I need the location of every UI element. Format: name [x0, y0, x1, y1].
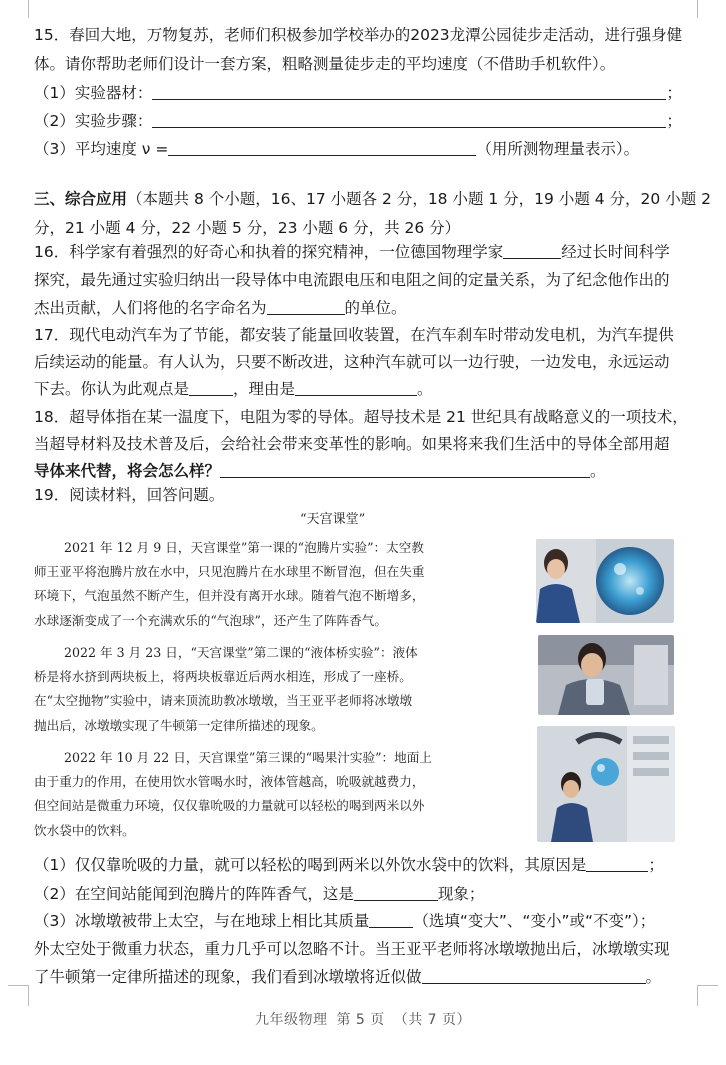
q19-sub-3-end: 。 — [645, 968, 662, 986]
q15-sep-1: ； — [666, 84, 682, 102]
article-paragraph-2 — [34, 641, 526, 738]
q17-line-3 — [34, 378, 692, 400]
q19-sub-3-options: （选填“变大”、“变小”或“不变”）； — [413, 912, 656, 930]
q15-line-1: 15．春回大地，万物复苏，老师们积极参加学校举办的2023龙潭公园徒步走活动，进行强身健 — [34, 26, 683, 44]
q18-line-3 — [34, 460, 692, 482]
article-paragraph-1 — [34, 536, 526, 633]
q16-line-2: 探究，最先通过实验归纳出一段导体中电流跟电压和电阻之间的定量关系，为了纪念他作出的 — [34, 271, 670, 289]
article-p1-line: 水球逐渐变成了一个充满欢乐的“气泡球”，还产生了阵阵香气。 — [34, 612, 387, 628]
q18-line-2: 当超导材料及技术普及后，会给社会带来变革性的影响。如果将来我们生活中的导体全部用超 — [34, 435, 670, 453]
crop-mark-bottom-left — [8, 985, 29, 1006]
page-footer — [0, 1009, 726, 1029]
q16-text-3a: 杰出贡献，人们将他的名字命名为 — [34, 299, 267, 317]
footer-subject: 九年级物理 — [254, 1012, 328, 1028]
q17-line-2: 后续运动的能量。有人认为，只要不断改进，这种汽车就可以一边行驶，一边发电，永远运动 — [34, 353, 670, 371]
q15-speed-blank[interactable] — [168, 138, 476, 156]
q19-sub-3-text-4: 了牛顿第一定律所描述的现象，我们看到冰墩墩将近似做 — [34, 968, 422, 986]
q17-reason-blank[interactable] — [295, 378, 417, 396]
q15-item-2-label: （2）实验步骤： — [34, 112, 153, 130]
q19-sub-1-text: （1）仅仅靠吮吸的力量，就可以轻松的喝到两米以外饮水袋中的饮料，其原因是 — [34, 856, 587, 874]
article-p2-line: 在“太空抛物”实验中，请来顶流助教冰墩墩，当王亚平老师将冰墩墩 — [34, 693, 413, 709]
q15-steps-blank[interactable] — [152, 110, 666, 128]
q19-sub-1-end: ； — [648, 856, 664, 874]
article-p3-line: 但空间站是微重力环境，仅仅靠吮吸的力量就可以轻松的喝到两米以外 — [34, 798, 425, 814]
article-p3-line: 2022 年 10 月 22 日，天宫课堂”第三课的“喝果汁实验”：地面上 — [64, 750, 432, 765]
q17-opinion-blank[interactable] — [189, 378, 233, 396]
q16-text-1a: 16．科学家有着强烈的好奇心和执着的探究精神，一位德国物理学家 — [34, 243, 504, 261]
q17-text-3b: ，理由是 — [233, 380, 296, 398]
section3-line-2: 分，21 小题 4 分，22 小题 5 分，23 小题 6 分，共 26 分） — [34, 219, 461, 237]
q19-sub-2-end: 现象； — [437, 885, 485, 903]
article-p2-line: 抛出后，冰墩墩实现了牛顿第一定律所描述的现象。 — [34, 717, 324, 733]
q18-text-3a: 导体来代替，将会怎么样？ — [34, 462, 221, 480]
q16-scientist-blank[interactable] — [503, 241, 561, 259]
crop-mark-top-right — [697, 0, 718, 18]
q17-line-1: 17．现代电动汽车为了节能，都安装了能量回收装置，在汽车刹车时带动发电机，为汽车提供 — [34, 326, 674, 344]
q18-line-1: 18．超导体指在某一温度下，电阻为零的导体。超导技术是 21 世纪具有战略意义的一项技术， — [34, 408, 688, 426]
article-p2-line: 桥是将水挤到两块板上，将两块板靠近后两水相连，形成了一座桥。 — [34, 669, 412, 685]
q15-equipment-blank[interactable] — [152, 82, 666, 100]
q15-item-3-label: （3）平均速度 ν = — [34, 140, 169, 158]
q15-item-3 — [34, 138, 692, 160]
q19-mass-blank[interactable] — [369, 910, 413, 928]
article-p1-line: 环境下，气泡虽然不断产生，但并没有离开水球。随着气泡不断增多， — [34, 588, 425, 604]
q15-line-2: 体。请你帮助老师们设计一套方案，粗略测量徒步走的平均速度（不借助手机软件）。 — [34, 55, 616, 73]
section3-heading: 三、综合应用 — [34, 190, 128, 208]
article-p2-line: 2022 年 3 月 23 日，“天宫课堂”第二课的“液体桥实验”：液体 — [64, 645, 418, 660]
crop-mark-top-left — [8, 0, 29, 18]
crop-mark-bottom-right — [697, 985, 718, 1006]
q15-item-1-label: （1）实验器材： — [34, 84, 153, 102]
q19-reason-blank[interactable] — [586, 854, 648, 872]
photo-juice-drinking-experiment — [537, 726, 675, 842]
q19-sub-2 — [34, 883, 692, 905]
article-p3-line: 饮水袋中的饮料。 — [34, 822, 135, 838]
section3-line-1 — [34, 188, 711, 210]
q16-line-1 — [34, 241, 692, 263]
article-p1-line: 2021 年 12 月 9 日，天宫课堂”第一课的“泡腾片实验”：太空教 — [64, 540, 424, 555]
q19-sub-1 — [34, 854, 692, 876]
q16-text-3b: 的单位。 — [344, 299, 407, 317]
q17-text-3c: 。 — [417, 380, 433, 398]
photo-effervescent-tablet-experiment — [536, 539, 674, 623]
article-paragraph-3 — [34, 746, 526, 843]
q18-answer-blank[interactable] — [220, 460, 590, 478]
q15-item-1 — [34, 82, 692, 104]
q15-item-3-suffix: （用所测物理量表示）。 — [476, 140, 640, 158]
q16-text-1b: 经过长时间科学 — [561, 243, 670, 261]
q19-sub-3-text: （3）冰墩墩被带上太空，与在地球上相比其质量 — [34, 912, 370, 930]
q16-unit-blank[interactable] — [267, 297, 345, 315]
q19-sub-3 — [34, 910, 692, 932]
article-p1-line: 师王亚平将泡腾片放在水中，只见泡腾片在水球里不断冒泡，但在失重 — [34, 564, 425, 580]
photo-liquid-bridge-experiment — [538, 635, 674, 715]
q15-sep-2: ； — [666, 112, 682, 130]
q19-sub-3-line-2: 外太空处于微重力状态，重力几乎可以忽略不计。当王亚平老师将冰墩墩抛出后，冰墩墩实现 — [34, 940, 670, 958]
footer-total-pages: （共 7 页） — [393, 1012, 472, 1028]
q19-sub-2-text: （2）在空间站能闻到泡腾片的阵阵香气，这是 — [34, 885, 354, 903]
section3-desc-1: （本题共 8 个小题，16、17 小题各 2 分，18 小题 1 分，19 小题 4 分，20 小题 2 — [127, 190, 711, 208]
q16-line-3 — [34, 297, 692, 319]
q19-motion-blank[interactable] — [422, 966, 646, 984]
q19-intro: 19．阅读材料，回答问题。 — [34, 486, 225, 504]
q18-text-3b: 。 — [590, 462, 606, 480]
footer-page-number: 第 5 页 — [336, 1012, 385, 1028]
q17-text-3a: 下去。你认为此观点是 — [34, 380, 190, 398]
article-title: “天宫课堂” — [300, 512, 366, 527]
q15-item-2 — [34, 110, 692, 132]
q19-sub-3-line-3 — [34, 966, 692, 988]
q19-phenomenon-blank[interactable] — [354, 883, 438, 901]
article-p3-line: 由于重力的作用，在使用饮水管喝水时，液体管越高，吮吸就越费力， — [34, 774, 425, 790]
